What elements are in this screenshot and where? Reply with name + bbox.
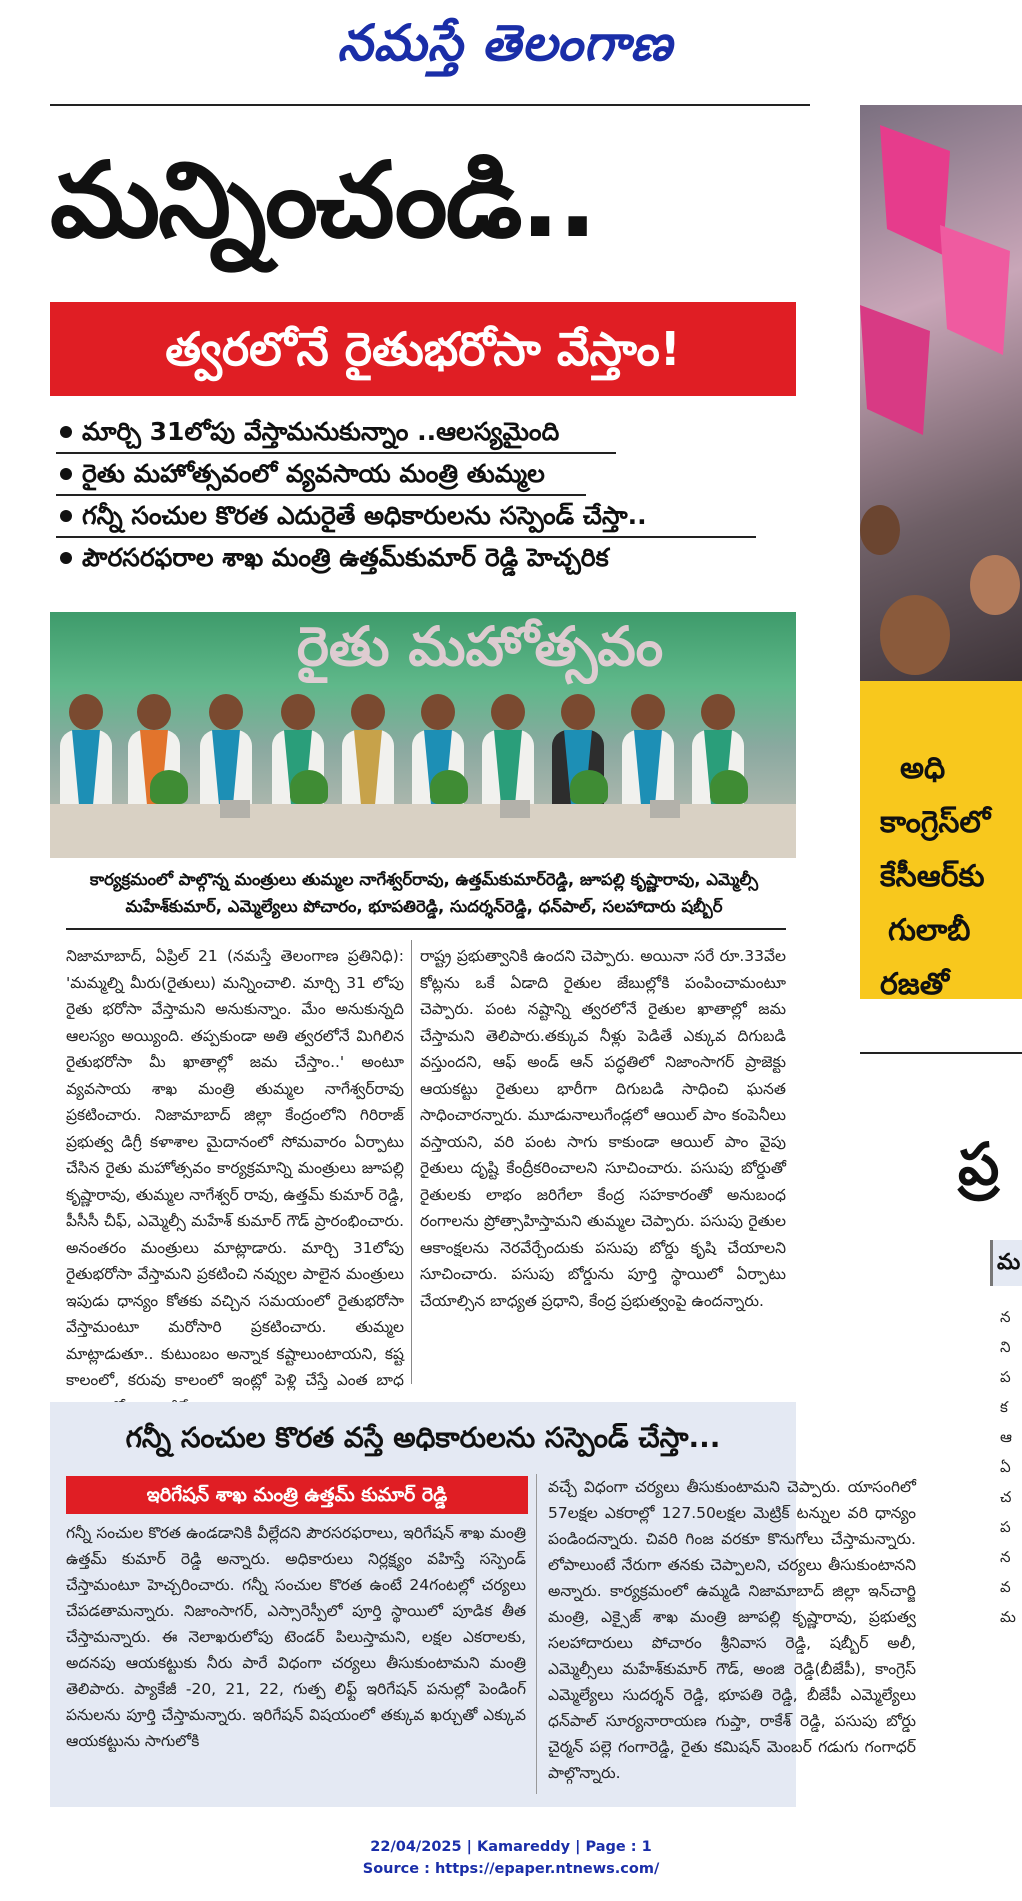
photo-caption: కార్యక్రమంలో పాల్గొన్న మంత్రులు తుమ్మల నాగేశ్వర్‌రావు, ఉత్తమ్‌కుమార్‌రెడ్డి, జూపల్లి కృష్ణారావు, ఎమ్మెల్సీ మహేశ్‌కుమార్, ఎమ్మెల్యేలు పోచారం, భూపతిరెడ్డి, సుదర్శన్‌రెడ్డి, ధన్‌పాల్, సలహాదారు షబ్బీర్: [89, 870, 759, 916]
highlight-item: [56, 496, 756, 538]
page-footer: [0, 1836, 1022, 1880]
footer-source-link[interactable]: Source : https://epaper.ntnews.com/: [362, 1861, 660, 1877]
strip-body-line: క: [1000, 1398, 1008, 1416]
box-column-2: వచ్చే విధంగా చర్యలు తీసుకుంటామని చెప్పారు. యాసంగిలో 57లక్షల ఎకరాల్లో 127.50లక్షల మెట్రిక్ టన్నుల వరి ధాన్యం పండిందన్నారు. చివరి గింజ వరకూ కొనుగోలు చేస్తామన్నారు. లోపాలుంటే నేరుగా తనకు చెప్పాలని, చర్యలు తీసుకుంటానని అన్నారు. కార్యక్రమంలో ఉమ్మడి నిజామాబాద్ జిల్లా ఇన్‌చార్జి మంత్రి, ఎక్సైజ్ శాఖ మంత్రి జూపల్లి కృష్ణారావు, ప్రభుత్వ సలహాదారులు పోచారం శ్రీనివాస రెడ్డి, షబ్బీర్ అలీ, ఎమ్మెల్సీలు మహేశ్‌కుమార్ గౌడ్, అంజి రెడ్డి(బీజేపీ), కాంగ్రెస్ ఎమ్మెల్యేలు సుదర్శన్ రెడ్డి, భూపతి రెడ్డి, బీజేపీ ఎమ్మెల్యేలు ధన్‌పాల్ సూర్యనారాయణ గుప్తా, రాకేశ్ రెడ్డి, పసుపు బోర్డు చైర్మన్ పల్లె గంగారెడ్డి, రైతు కమిషన్ మెంబర్ గడుగు గంగాధర్ పాల్గొన్నారు.: [548, 1478, 916, 1782]
article-column-2: రాష్ట్ర ప్రభుత్వానికి ఉందని చెప్పారు. అయినా సరే రూ.33వేల కోట్లను ఒకే ఏడాది రైతుల జేబుల్లోకి పంపించామంటూ చెప్పారు. పంట నష్టాన్ని త్వరలోనే రైతుల ఖాతాల్లో జమ చేస్తామని తెలిపారు.తక్కువ నీళ్లు పెడితే ఎక్కువ దిగుబడి వస్తుందని, ఆఫ్ అండ్ ఆన్ పద్ధతిలో నిజాంసాగర్ ప్రాజెక్టు ఆయకట్టు రైతులు భారీగా దిగుబడి సాధించి ఘనత సాధించారన్నారు. మూడునాలుగేండ్లలో ఆయిల్ పాం కంపెనీలు వస్తాయని, వరి పంట సాగు కాకుండా ఆయిల్ పాం వైపు రైతులు దృష్టి కేంద్రీకరించాలని సూచించారు. పసుపు బోర్డుతో రైతులకు లాభం జరిగేలా కేంద్ర సహకారంతో అనుబంధ రంగాలను ప్రోత్సాహిస్తామని తుమ్మల చెప్పారు. పసుపు రైతుల ఆకాంక్షలను నెరవేర్చేందుకు పసుపు బోర్డు కృషి చేయాలని సూచించారు. పసుపు బోర్డును పూర్తి స్థాయిలో ఏర్పాటు చేయాల్సిన బాధ్యత ప్రధాని, కేంద్ర ప్రభుత్వంపై ఉందన్నారు.: [420, 947, 786, 1310]
headline: మన్నించండి..: [50, 139, 596, 261]
pot-decoration: [650, 800, 680, 818]
face-shape: [860, 505, 900, 555]
strip-body-line: న: [1000, 1548, 1011, 1566]
adjacent-box-text: మ: [997, 1250, 1021, 1275]
highlight-item: [56, 412, 616, 454]
strip-text-line: రజతో: [880, 967, 949, 1002]
plant-decoration: [290, 770, 328, 804]
highlight-text: మార్చి 31లోపు వేస్తామనుకున్నాం ..ఆలస్యమైంది: [82, 417, 560, 446]
stage-floor: [50, 804, 796, 858]
masthead-logo: నమస్తే తెలంగాణ: [337, 13, 673, 72]
highlight-text: పౌరసరఫరాల శాఖ మంత్రి ఉత్తమ్‌కుమార్ రెడ్డి హెచ్చరిక: [82, 543, 609, 572]
adjacent-box: [990, 1240, 1022, 1286]
face-shape: [880, 595, 950, 675]
strip-body-line: ఆ: [1000, 1428, 1012, 1446]
strip-rule: [860, 1052, 1022, 1054]
pot-decoration: [500, 800, 530, 818]
face-shape: [970, 555, 1020, 615]
plant-decoration: [570, 770, 608, 804]
footer-date-edition: 22/04/2025 | Kamareddy | Page : 1: [370, 1839, 652, 1855]
highlight-text: గన్నీ సంచుల కొరత ఎదురైతే అధికారులను సస్పెండ్ చేస్తా..: [82, 501, 647, 530]
flag-shape: [880, 125, 950, 255]
strip-text-line: గులాబీ: [888, 913, 971, 948]
bullet-icon: [60, 510, 72, 522]
highlights-list: [56, 412, 776, 578]
box-story-title: గన్నీ సంచుల కొరత వస్తే అధికారులను సస్పెండ్ చేస్తా...: [125, 1421, 721, 1454]
strip-body-line: ఏ: [1000, 1458, 1011, 1476]
box-story-label: ఇరిగేషన్ శాఖ మంత్రి ఉత్తమ్ కుమార్ రెడ్డి: [66, 1476, 528, 1514]
strip-text-line: కాంగ్రెస్‌లో: [880, 805, 991, 840]
strip-body-line: మ: [1000, 1608, 1016, 1626]
highlight-item: [56, 454, 586, 496]
strip-body-line: ప: [1000, 1518, 1011, 1536]
adjacent-headline: ప్ర: [958, 1130, 1000, 1198]
bullet-icon: [60, 468, 72, 480]
adjacent-story-summary: [860, 681, 1022, 1002]
box-column-divider: [536, 1474, 537, 1794]
strip-body-line: ప: [1000, 1368, 1011, 1386]
masthead-rule: [50, 104, 810, 106]
strip-text-line: అధి: [900, 751, 946, 786]
strip-text-line: కేసీఆర్‌కు: [880, 859, 985, 894]
flag-shape: [860, 305, 930, 435]
highlight-item: [56, 538, 666, 578]
column-divider: [411, 940, 412, 1384]
flag-shape: [940, 225, 1010, 355]
strip-body-line: వ: [1000, 1578, 1011, 1596]
stage-banner: రైతు మహోత్సవం: [296, 615, 664, 678]
bullet-icon: [60, 552, 72, 564]
adjacent-body-text: [1000, 1302, 1022, 1632]
box-column-1: గన్నీ సంచుల కొరత ఉండడానికి వీల్లేదని పౌరసరఫరాలు, ఇరిగేషన్ శాఖ మంత్రి ఉత్తమ్ కుమార్ రెడ్డి అన్నారు. అధికారులు నిర్లక్ష్యం వహిస్తే సస్పెండ్ చేస్తామంటూ హెచ్చరించారు. గన్నీ సంచుల కొరత ఉంటే 24గంటల్లో చర్యలు చేపడతామన్నారు. నిజాంసాగర్, ఎస్సారెస్పీలో పూర్తి స్థాయిలో పూడిక తీత చేస్తామన్నారు. ఈ నెలాఖరులోపు టెండర్ పిలుస్తామని, లక్షల ఎకరాలకు, అదనపు ఆయకట్టుకు నీరు పారే విధంగా చర్యలు తీసుకుంటామని మంత్రి తెలిపారు. ప్యాకేజీ -20, 21, 22, గుత్ప లిఫ్ట్ ఇరిగేషన్ పనుల్లో పెండింగ్ పనులను పూర్తి చేస్తామన్నారు. ఇరిగేషన్ విషయంలో తక్కువ ఖర్చుతో ఎక్కువ ఆయకట్టును సాగులోకి: [66, 1524, 526, 1750]
strip-body-line: న: [1000, 1308, 1011, 1326]
strip-body-line: చ: [1000, 1488, 1012, 1506]
article-column-1: నిజామాబాద్, ఏప్రిల్ 21 (నమస్తే తెలంగాణ ప్రతినిధి): 'మమ్మల్ని మీరు(రైతులు) మన్నించాలి. మార్చి 31 లోపు రైతు భరోసా వేస్తామని అనుకున్నాం. మేం అనుకున్నది ఆలస్యం అయ్యింది. తప్పకుండా అతి త్వరలోనే మిగిలిన రైతుభరోసా మీ ఖాతాల్లో జమ చేస్తాం..' అంటూ వ్యవసాయ శాఖ మంత్రి తుమ్మల నాగేశ్వర్‌రావు ప్రకటించారు. నిజామాబాద్ జిల్లా కేంద్రంలోని గిరిరాజ్ ప్రభుత్వ డిగ్రీ కళాశాల మైదానంలో సోమవారం ఏర్పాటు చేసిన రైతు మహోత్సవం కార్యక్రమాన్ని మంత్రులు జూపల్లి కృష్ణారావు, తుమ్మల నాగేశ్వర్ రావు, ఉత్తమ్ కుమార్ రెడ్డి, పీసీసీ చీఫ్, ఎమ్మెల్సీ మహేశ్ కుమార్ గౌడ్ ప్రారంభించారు. అనంతరం మంత్రులు మాట్లాడారు. మార్చి 31లోపు రైతుభరోసా వేస్తామని ప్రకటించి నవ్వుల పాలైన మంత్రులు ఇపుడు ధాన్యం కోతకు వచ్చిన సమయంలో రైతుభరోసా వేస్తామంటూ మరోసారి ప్రకటించారు. తుమ్మల మాట్లాడుతూ.. కుటుంబం అన్నాక కష్టాలుంటాయని, కష్ట కాలంలో, కరువు కాలంలో ఇంట్లో పెళ్లి చేస్తే ఎంత బాధ: [66, 947, 404, 1389]
plant-decoration: [150, 770, 188, 804]
pot-decoration: [220, 800, 250, 818]
caption-rule: [66, 928, 786, 930]
bullet-icon: [60, 426, 72, 438]
plant-decoration: [430, 770, 468, 804]
highlight-text: రైతు మహోత్సవంలో వ్యవసాయ మంత్రి తుమ్మల: [82, 459, 545, 488]
strip-body-line: ని: [1000, 1338, 1011, 1356]
event-photo: [50, 612, 796, 858]
subhead-banner: త్వరలోనే రైతుభరోసా వేస్తాం!: [50, 302, 796, 396]
adjacent-story-photo: [860, 105, 1022, 681]
plant-decoration: [710, 770, 748, 804]
